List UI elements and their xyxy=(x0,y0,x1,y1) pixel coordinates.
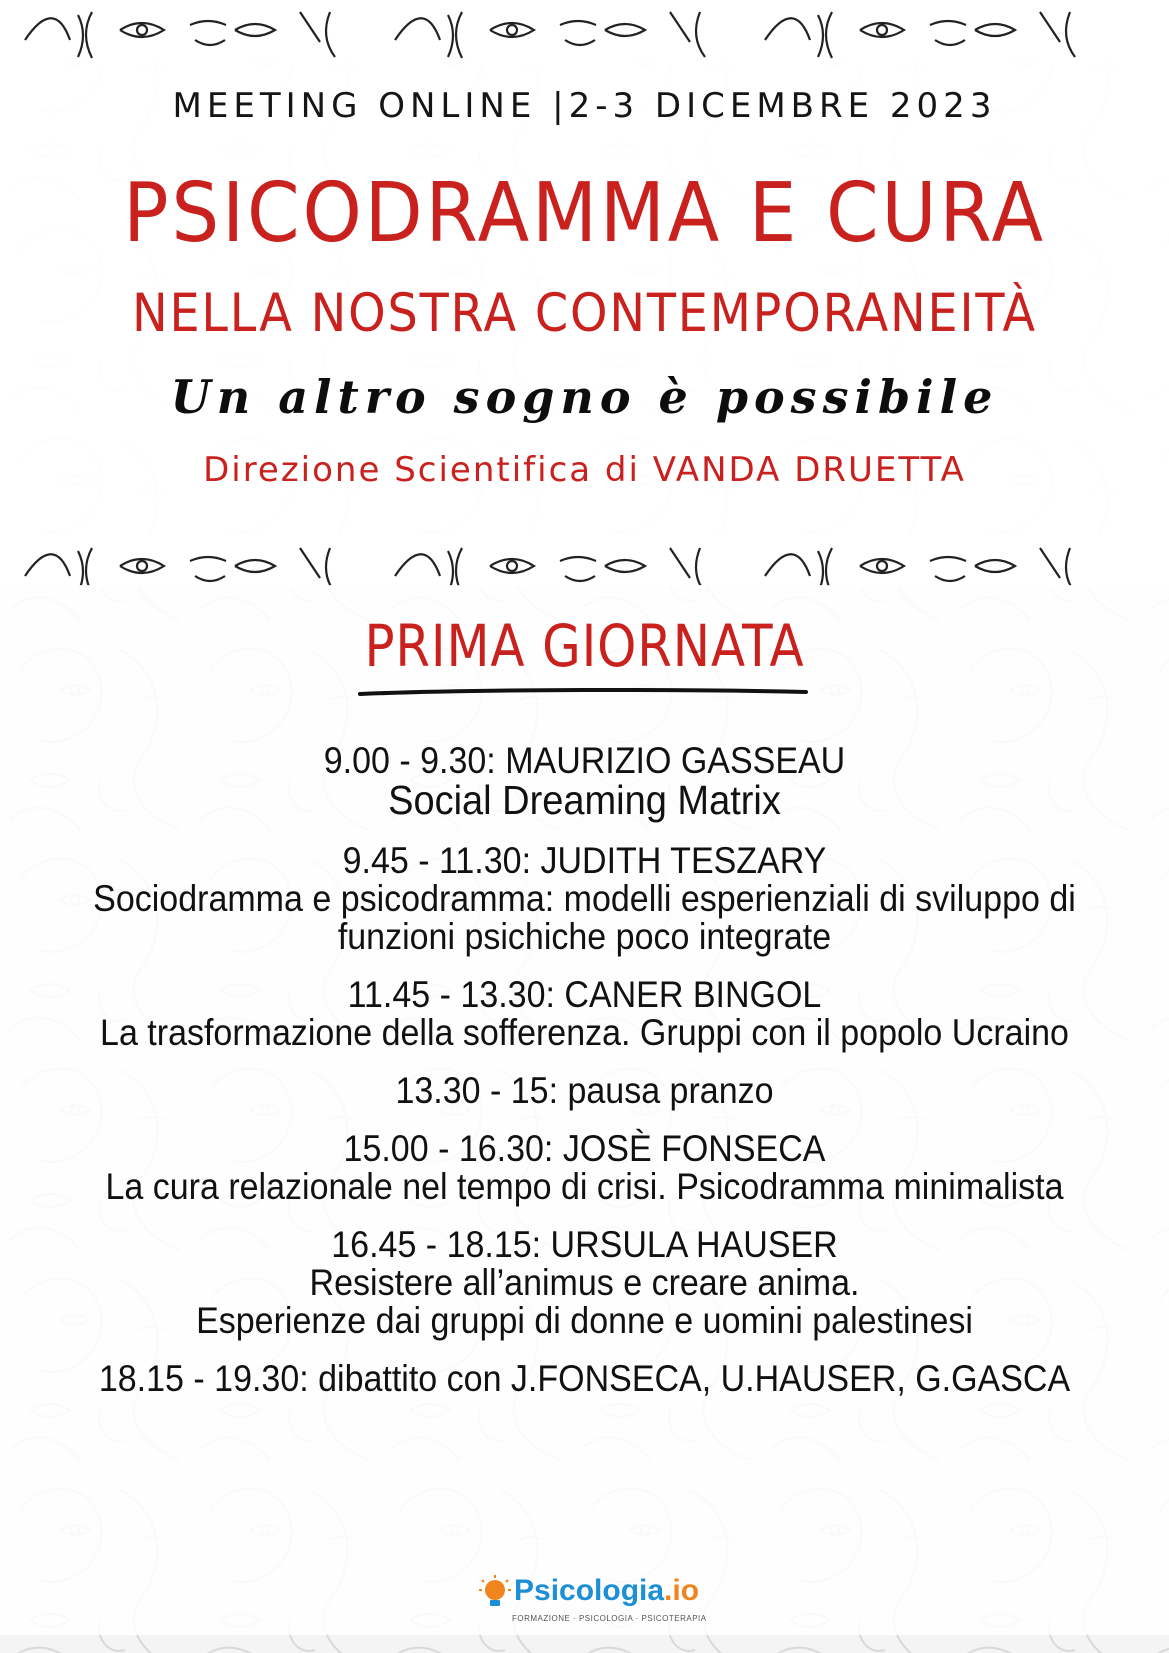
schedule-item xyxy=(0,1360,1169,1398)
session-topic: Social Dreaming Matrix xyxy=(388,778,781,824)
session-topic: Sociodramma e psicodramma: modelli esperienziali di sviluppo di xyxy=(93,878,1076,920)
scientific-direction: Direzione Scientifica di VANDA DRUETTA xyxy=(203,450,966,490)
title-underline-decoration xyxy=(358,686,808,698)
schedule-item xyxy=(0,742,1169,822)
schedule-item xyxy=(0,1130,1169,1206)
session-topic: Resistere all’animus e creare anima. xyxy=(309,1262,860,1304)
session-topic-continued: funzioni psichiche poco integrate xyxy=(337,916,832,958)
session-time-speaker: 18.15 - 19.30: dibattito con J.FONSECA, U.HAUSER, G.GASCA xyxy=(98,1358,1071,1400)
event-tagline: Un altro sogno è possibile xyxy=(170,370,999,424)
session-time-speaker: 16.45 - 18.15: URSULA HAUSER xyxy=(331,1224,838,1266)
event-title: PSICODRAMMA E CURA xyxy=(123,166,1046,261)
lightbulb-icon xyxy=(478,1574,512,1614)
session-time-speaker: 13.30 - 15: pausa pranzo xyxy=(395,1070,774,1112)
logo-suffix: .io xyxy=(664,1574,700,1607)
session-time-speaker: 9.45 - 11.30: JUDITH TESZARY xyxy=(342,840,827,882)
session-time-speaker: 15.00 - 16.30: JOSÈ FONSECA xyxy=(343,1128,826,1170)
schedule-list xyxy=(0,742,1169,1418)
meeting-date-line: MEETING ONLINE |2-3 DICEMBRE 2023 xyxy=(172,86,997,126)
logo-name: Psicologia xyxy=(514,1574,665,1607)
event-subtitle: NELLA NOSTRA CONTEMPORANEITÀ xyxy=(132,283,1037,344)
session-topic: La cura relazionale nel tempo di crisi. Psicodramma minimalista xyxy=(105,1166,1064,1208)
logo-wordmark xyxy=(514,1574,699,1608)
schedule-item xyxy=(0,1072,1169,1110)
day-title: PRIMA GIORNATA xyxy=(364,612,805,680)
session-time-speaker: 9.00 - 9.30: MAURIZIO GASSEAU xyxy=(323,740,846,782)
logo-tagline: FORMAZIONE · PSICOLOGIA · PSICOTERAPIA xyxy=(512,1614,707,1623)
session-topic-continued: Esperienze dai gruppi di donne e uomini palestinesi xyxy=(196,1300,973,1342)
session-topic: La trasformazione della sofferenza. Gruppi con il popolo Ucraino xyxy=(100,1012,1069,1054)
schedule-item xyxy=(0,976,1169,1052)
session-time-speaker: 11.45 - 13.30: CANER BINGOL xyxy=(347,974,822,1016)
schedule-item xyxy=(0,1226,1169,1340)
schedule-item xyxy=(0,842,1169,956)
psicologia-io-logo xyxy=(478,1574,707,1634)
